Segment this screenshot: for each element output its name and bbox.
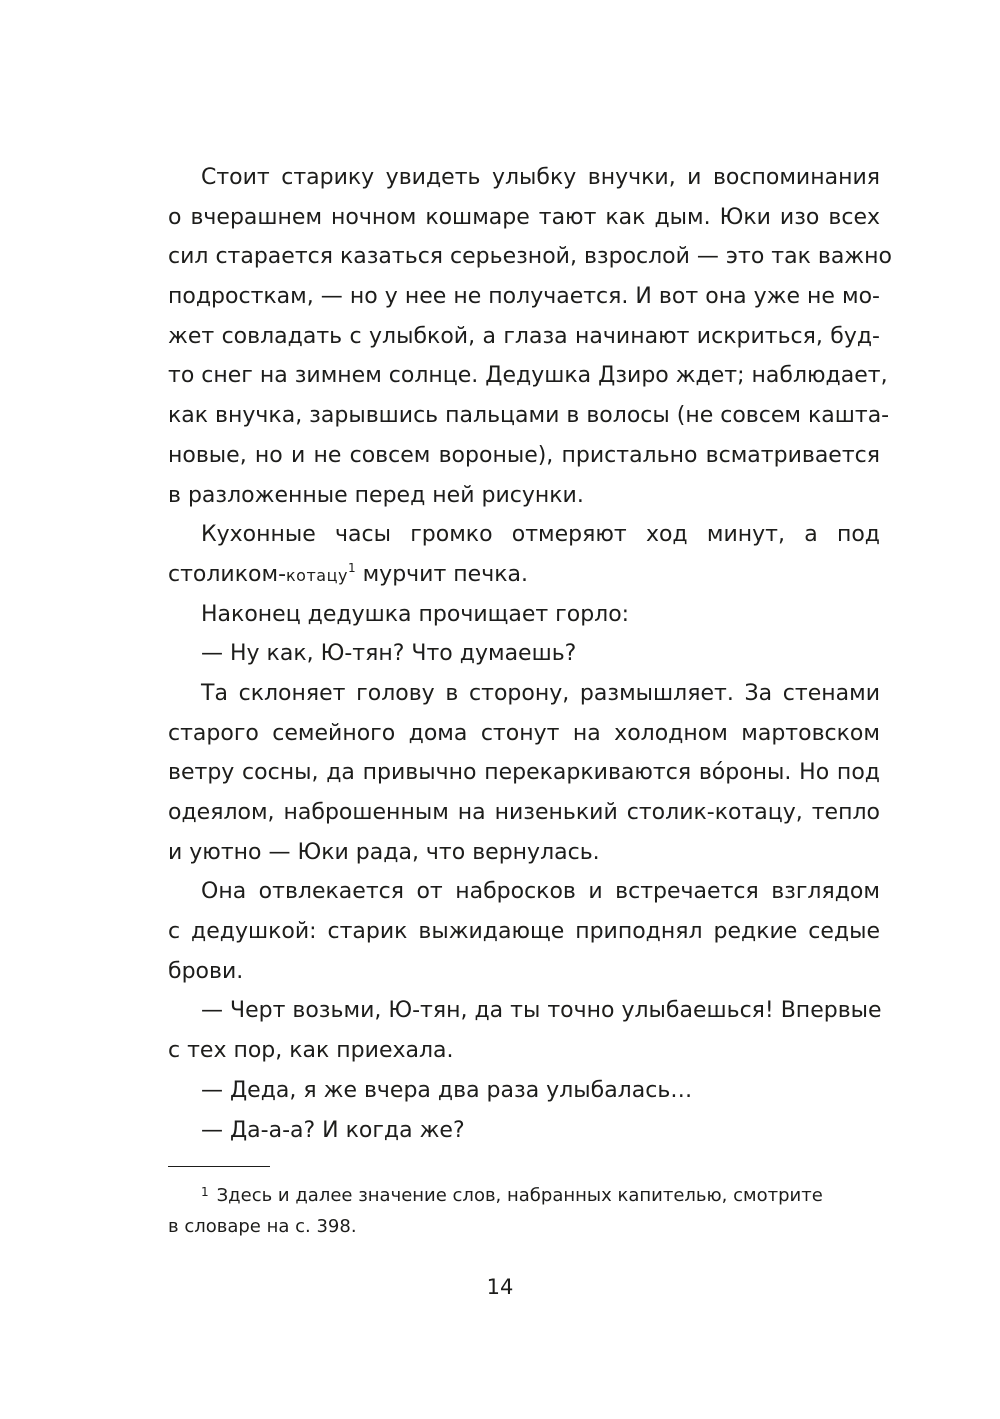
text-line: новые, но и не совсем вороные), пристально всматривается	[168, 442, 880, 468]
text-line: с дедушкой: старик выжидающе приподнял редкие седые	[168, 919, 880, 945]
footnote-marker: 1	[201, 1185, 209, 1199]
dialogue-line: — Да-а-а? И когда же?	[201, 1117, 465, 1143]
text-line: ветру сосны, да привычно перекаркиваются во́роны. Но под	[168, 760, 880, 786]
text-line: одеялом, наброшенным на низенький столик-котацу, тепло	[168, 800, 880, 825]
text-line: о вчерашнем ночном кошмаре тают как дым. Юки изо всех	[168, 204, 880, 230]
text-line: Кухонные часы громко отмеряют ход минут, а под	[201, 522, 880, 548]
text-line: Наконец дедушка прочищает горло:	[201, 601, 630, 627]
text-line: в разложенные перед ней рисунки.	[168, 482, 584, 508]
footnote-reference[interactable]: 1	[347, 560, 356, 575]
dialogue-line: — Деда, я же вчера два раза улыбалась…	[201, 1077, 693, 1103]
footnote-line	[168, 1180, 880, 1211]
text-line: сил старается казаться серьезной, взрослой — это так важно	[168, 244, 892, 270]
footnote-line: в словаре на с. 398.	[168, 1216, 357, 1237]
text-line-with-footnote	[168, 555, 880, 595]
footnote-text: Здесь и далее значение слов, набранных капителью, смотрите	[216, 1185, 823, 1206]
text-line: как внучка, зарывшись пальцами в волосы (не совсем кашта-	[168, 403, 890, 429]
text-line: Стоит старику увидеть улыбку внучки, и воспоминания	[201, 165, 880, 190]
text-line: Она отвлекается от набросков и встречается взглядом	[201, 879, 880, 905]
smallcaps-term: котацу	[286, 565, 348, 585]
dialogue-line: — Черт возьми, Ю-тян, да ты точно улыбаешься! Впервые	[201, 998, 882, 1024]
text-line: подросткам, — но у нее не получается. И вот она уже не мо-	[168, 284, 880, 310]
text-line: и уютно — Юки рада, что вернулась.	[168, 839, 600, 865]
dialogue-line: — Ну как, Ю-тян? Что думаешь?	[201, 641, 577, 667]
text-line: старого семейного дома стонут на холодном мартовском	[168, 720, 880, 746]
text-line: то снег на зимнем солнце. Дедушка Дзиро ждет; наблюдает,	[168, 363, 888, 389]
page-body	[168, 158, 892, 1150]
text-fragment: мурчит печка.	[355, 561, 528, 587]
footnote-divider	[168, 1166, 270, 1167]
text-fragment: столиком-	[168, 561, 287, 587]
text-line: брови.	[168, 958, 244, 984]
page-number: 14	[486, 1275, 514, 1299]
text-line: жет совладать с улыбкой, а глаза начинают искриться, буд-	[168, 323, 880, 349]
footnote	[168, 1180, 880, 1242]
dialogue-line: с тех пор, как приехала.	[168, 1038, 454, 1064]
text-line: Та склоняет голову в сторону, размышляет. За стенами	[201, 680, 880, 706]
